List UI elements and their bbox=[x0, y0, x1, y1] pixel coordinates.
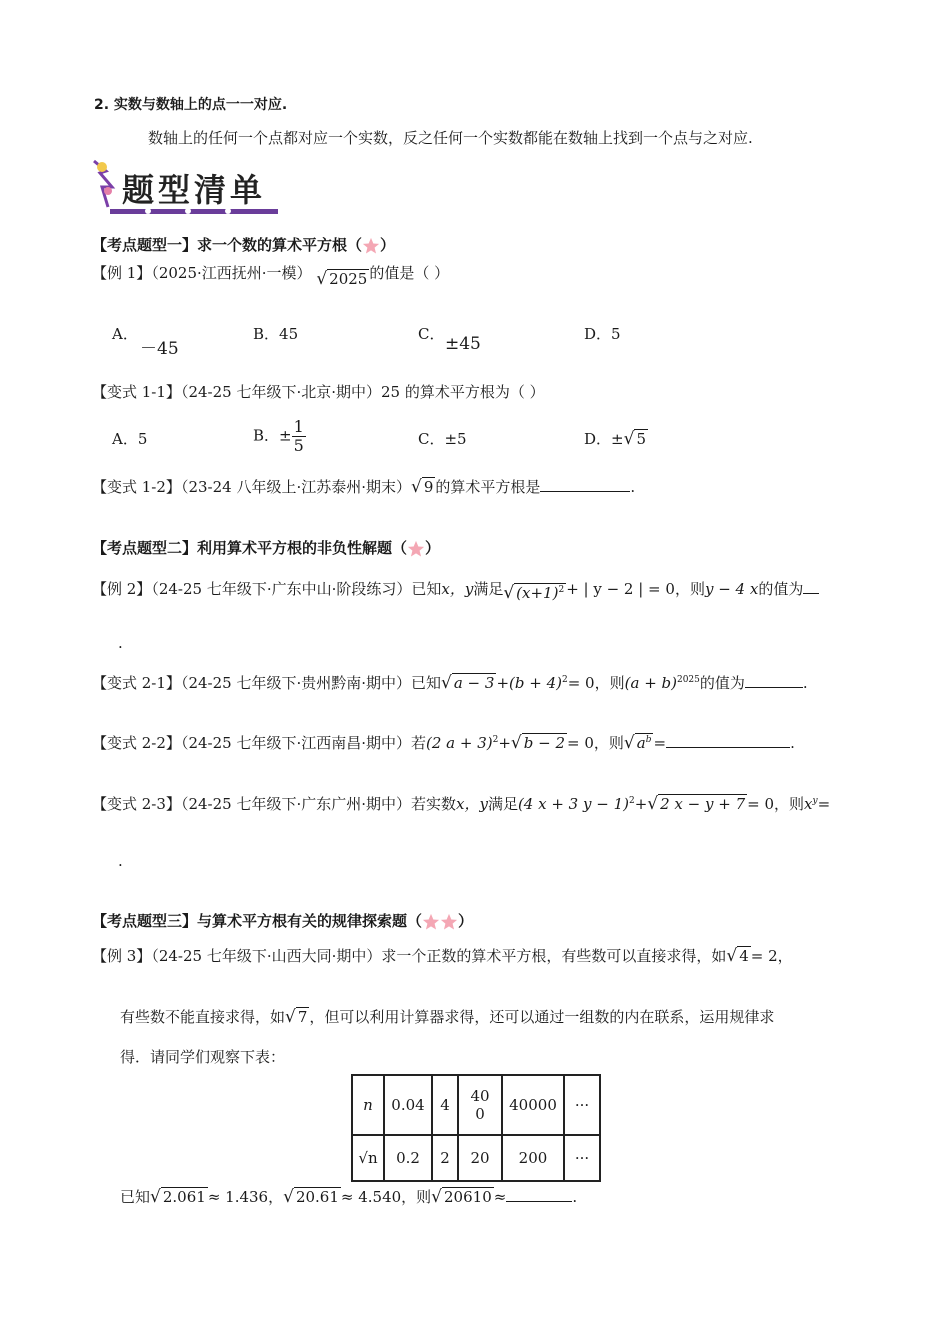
example3: 【例 3】（24-25 七年级下·山西大同·期中）求一个正数的算术平方根，有些数可以直接求得，如√ 4 = 2， bbox=[92, 946, 793, 966]
star-icon bbox=[422, 913, 440, 931]
variant-1-2: 【变式 1-2】（23-24 八年级上·江苏泰州·期末）√ 9 的算术平方根是 . bbox=[92, 477, 636, 497]
v11-option-c[interactable]: C．±5 bbox=[418, 430, 467, 448]
type3-title: 【考点题型三】与算术平方根有关的规律探索题（ ） bbox=[92, 912, 474, 930]
pattern-table bbox=[351, 1074, 601, 1182]
table-cell: 2 bbox=[432, 1135, 458, 1181]
star-icon bbox=[362, 237, 380, 255]
known-values-line: 已知√ 2.061 ≈ 1.436，√ 20.61 ≈ 4.540，则√ 20610 ≈ . bbox=[120, 1187, 578, 1207]
answer-blank[interactable] bbox=[506, 1187, 572, 1202]
sqrt-expression: √ 2025 bbox=[316, 269, 368, 289]
banner-title: 题型清单 bbox=[122, 171, 267, 209]
section-heading: 2. 实数与数轴上的点一一对应. bbox=[94, 97, 288, 113]
ex1-option-d[interactable]: D．5 bbox=[584, 325, 621, 343]
table-cell: 200 bbox=[502, 1135, 564, 1181]
table-cell: 4 bbox=[432, 1075, 458, 1135]
answer-blank[interactable] bbox=[745, 673, 803, 688]
v11-option-b[interactable]: B．± $\frac{1}{5}$ bbox=[253, 417, 304, 455]
table-cell: 0.2 bbox=[384, 1135, 432, 1181]
ex1-option-a[interactable]: A． bbox=[112, 325, 138, 343]
star-icon bbox=[440, 913, 458, 931]
answer-blank[interactable] bbox=[666, 733, 790, 748]
example2: 【例 2】（24-25 七年级下·广东中山·阶段练习）已知x，y满足√ $(x+1)^2$ + | y − 2 | = 0，则y − 4 x的值为 bbox=[92, 578, 819, 599]
type2-title: 【考点题型二】利用算术平方根的非负性解题（ ） bbox=[92, 539, 441, 557]
ex1-option-b[interactable]: B．45 bbox=[253, 325, 299, 343]
table-cell: 0.04 bbox=[384, 1075, 432, 1135]
table-cell: n bbox=[352, 1075, 384, 1135]
intro-paragraph: 数轴上的任何一个点都对应一个实数，反之任何一个实数都能在数轴上找到一个点与之对应. bbox=[148, 129, 753, 147]
table-cell: ··· bbox=[564, 1135, 600, 1181]
type1-title: 【考点题型一】求一个数的算术平方根（ ） bbox=[92, 236, 396, 254]
table-cell: 20 bbox=[458, 1135, 502, 1181]
table-cell: ··· bbox=[564, 1075, 600, 1135]
ex1-option-c-value: ±45 bbox=[445, 334, 481, 354]
v11-option-a[interactable]: A．5 bbox=[112, 430, 148, 448]
table-cell: √n bbox=[352, 1135, 384, 1181]
example1: 【例 1】（2025·江西抚州·一模） √ 2025 的值是（ ） bbox=[92, 264, 450, 289]
question-types-banner bbox=[88, 157, 283, 219]
table-cell: 40000 bbox=[502, 1075, 564, 1135]
example2-end: . bbox=[118, 634, 123, 652]
example3-line3: 得．请同学们观察下表： bbox=[120, 1048, 286, 1066]
ex1-option-a-value: －45 bbox=[140, 339, 179, 359]
variant-2-3-end: . bbox=[118, 852, 123, 870]
table-cell: 40 0 bbox=[458, 1075, 502, 1135]
variant-2-3: 【变式 2-3】（24-25 七年级下·广东广州·期中）若实数x，y满足(4 x + 3 y − 1)$^2$+√ 2 x − y + 7 = 0，则$x^y=$ bbox=[92, 794, 831, 814]
answer-blank[interactable] bbox=[540, 477, 630, 492]
variant-2-2: 【变式 2-2】（24-25 七年级下·江西南昌·期中）若(2 a + 3)$^2$+√ b − 2 = 0，则√ $a^b$ = . bbox=[92, 733, 795, 753]
v11-option-d[interactable]: D．±√ 5 bbox=[584, 429, 646, 449]
answer-blank[interactable] bbox=[803, 579, 819, 594]
variant-2-1: 【变式 2-1】（24-25 七年级下·贵州黔南·期中）已知√ $a - 3 +(b + 4)^2= 0$，则$(a + b)^{2025}$的值为 . bbox=[92, 673, 808, 693]
variant-1-1: 【变式 1-1】（24-25 七年级下·北京·期中）25 的算术平方根为（ ） bbox=[92, 383, 545, 401]
example3-line2: 有些数不能直接求得，如√ 7 ，但可以利用计算器求得，还可以通过一组数的内在联系，运用规律求 bbox=[120, 1007, 775, 1027]
ex1-option-c[interactable]: C． bbox=[418, 325, 445, 343]
star-icon bbox=[407, 540, 425, 558]
